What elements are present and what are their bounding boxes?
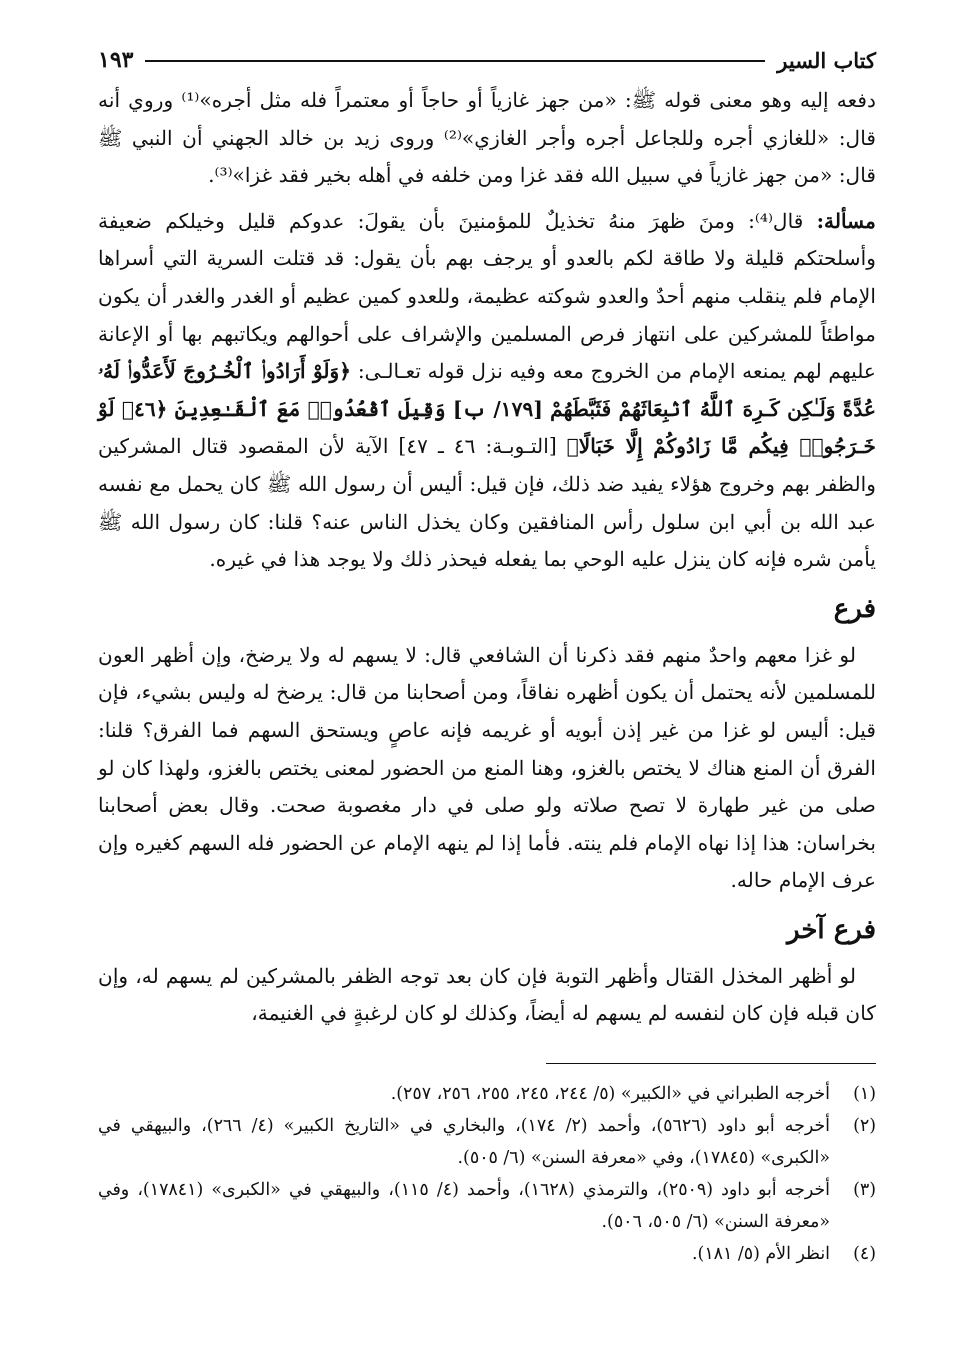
footnote	[98, 1238, 876, 1270]
footnote-text: أخرجه أبو داود (٢٥٠٩)، والترمذي (١٦٢٨)، وأحمد (٤/ ١١٥)، والبيهقي في «الكبرى» (١٧٨٤١)، وفي «معرفة السنن» (٦/ ٥٠٥، ٥٠٦).	[98, 1180, 831, 1233]
paragraph-far-akhar: لو أظهر المخذل القتال وأظهر التوبة فإن كان بعد توجه الظفر بالمشركين لم يسهم له، وإن كان قبله فإن كان لنفسه لم يسهم له أيضاً، وكذلك لو كان لرغبةٍ في الغنيمة،	[98, 963, 876, 1026]
footnote-text: أخرجه أبو داود (٥٦٢٦)، وأحمد (٢/ ١٧٤)، والبخاري في «التاريخ الكبير» (٤/ ٢٦٦)، والبيهقي في «الكبرى» (١٧٨٤٥)، وفي «معرفة السنن» (٦/ ٥٠٥).	[98, 1116, 831, 1169]
paragraph-far: لو غزا معهم واحدٌ منهم فقد ذكرنا أن الشافعي قال: لا يسهم له ولا يرضخ، وإن أظهر العون للمسلمين لأنه يحتمل أن يكون أظهره نفاقاً، ومن أصحابنا من قال: يرضخ له وليس بشيء، فإن قيل: أليس لو غزا من غير إذن أبويه أو غريمه فإنه عاصٍ ويستحق السهم فما الفرق؟ قلنا: الفرق أن المنع هناك لا يختص بالغزو، وهنا المنع من الحضور لمعنى يختص بالغزو، ولهذا كان لو صلى من غير طهارة لا تصح صلاته ولو صلى في دار مغصوبة صحت. وقال بعض أصحابنا بخراسان: هذا إذا نهاه الإمام فلم ينته. فأما إذا لم ينهه الإمام عن الحضور فله السهم كغيره وإن عرف الإمام حاله.	[98, 642, 876, 893]
book-title: كتاب السير	[777, 47, 876, 73]
footnotes	[98, 1078, 876, 1270]
masala-label: مسألة:	[816, 208, 876, 233]
footnote-number: (٣)	[853, 1180, 876, 1201]
page-number: ١٩٣	[98, 47, 134, 73]
masala-text-before-quran: قال⁽⁴⁾: ومنَ ظهرَ منهُ تخذيلٌ للمؤمنينَ بأن يقولَ: عدوكم قليل وخيلكم ضعيفة وأسلحتكم قليلة ولا طاقة لكم بالعدو أو يرجف بهم بأن يقول: قد قتلت السرية التي أسراها الإمام فلم ينقلب منهم أحدٌ والعدو شوكته عظيمة، وللعدو كمين عظيم أو الغدر والغدر أن يكون مواطئاً للمشركين على انتهاز فرص المسلمين والإشراف على أحوالهم ويكاتبهم بها أو الإعانة عليهم لهم يمنعه الإمام من الخروج معه وفيه نزل قوله تعـالـى:	[98, 208, 876, 384]
footnote-number: (١)	[853, 1084, 876, 1105]
footnote	[98, 1110, 876, 1174]
running-header	[98, 38, 876, 82]
footnote-number: (٢)	[853, 1116, 876, 1137]
footnote-text: انظر الأم (٥/ ١٨١).	[692, 1244, 830, 1265]
footnote-number: (٤)	[853, 1244, 876, 1265]
footnote-text: أخرجه الطبراني في «الكبير» (٥/ ٢٤٤، ٢٤٥، ٢٥٥، ٢٥٦، ٢٥٧).	[390, 1084, 830, 1105]
body-text	[98, 82, 876, 1033]
header-rule	[145, 60, 765, 62]
footnote-rule	[546, 1063, 876, 1064]
masala-text-after-quran: [التـوبـة: ٤٦ ـ ٤٧] الآية لأن المقصود قتال المشركين والظفر بهم وخروج هؤلاء يفيد ضد ذلك، فإن قيل: أليس أن رسول الله ﷺ كان يحمل مع نفسه عبد الله بن أبي ابن سلول رأس المنافقين وكان يخذل الناس عنه؟ قلنا: كان رسول الله ﷺ يأمن شره فإنه كان ينزل عليه الوحي بما يفعله فيحذر ذلك ولا يوجد هذا في غيره.	[98, 434, 876, 572]
paragraph-1: دفعه إليه وهو معنى قوله ﷺ: «من جهز غازياً أو حاجاً أو معتمراً فله مثل أجره»⁽¹⁾ وروي أنه قال: «للغازي أجره وللجاعل أجره وأجر الغازي»⁽²⁾ وروى زيد بن خالد الجهني أن النبي ﷺ قال: «من جهز غازياً في سبيل الله فقد غزا ومن خلفه في أهله بخير فقد غزا»⁽³⁾.	[98, 88, 876, 188]
footnote	[98, 1078, 876, 1110]
paragraph-masala	[98, 203, 876, 579]
section-heading-far-akhar: فرع آخر	[787, 914, 876, 945]
footnote	[98, 1174, 876, 1238]
quran-verse: ﴿وَلَوْ أَرَادُوا۟ ٱلْخُـرُوجَ لَأَعَدُّوا۟ لَهُۥ عُدَّةً وَلَـٰكِن كَـرِهَ ٱللَّهُ ٱنۢبِعَاثَهُمْ فَثَبَّطَهُمْ [١٧٩/ ب] وَقِيلَ ٱقْعُدُوا۟ مَعَ ٱلْقَـٰعِدِينَ ﴿٤٦﴾ لَوْ خَـرَجُوا۟ فِيكُم مَّا زَادُوكُمْ إِلَّا خَبَالًا﴾	[98, 359, 877, 459]
section-heading-far: فرع	[833, 593, 876, 624]
